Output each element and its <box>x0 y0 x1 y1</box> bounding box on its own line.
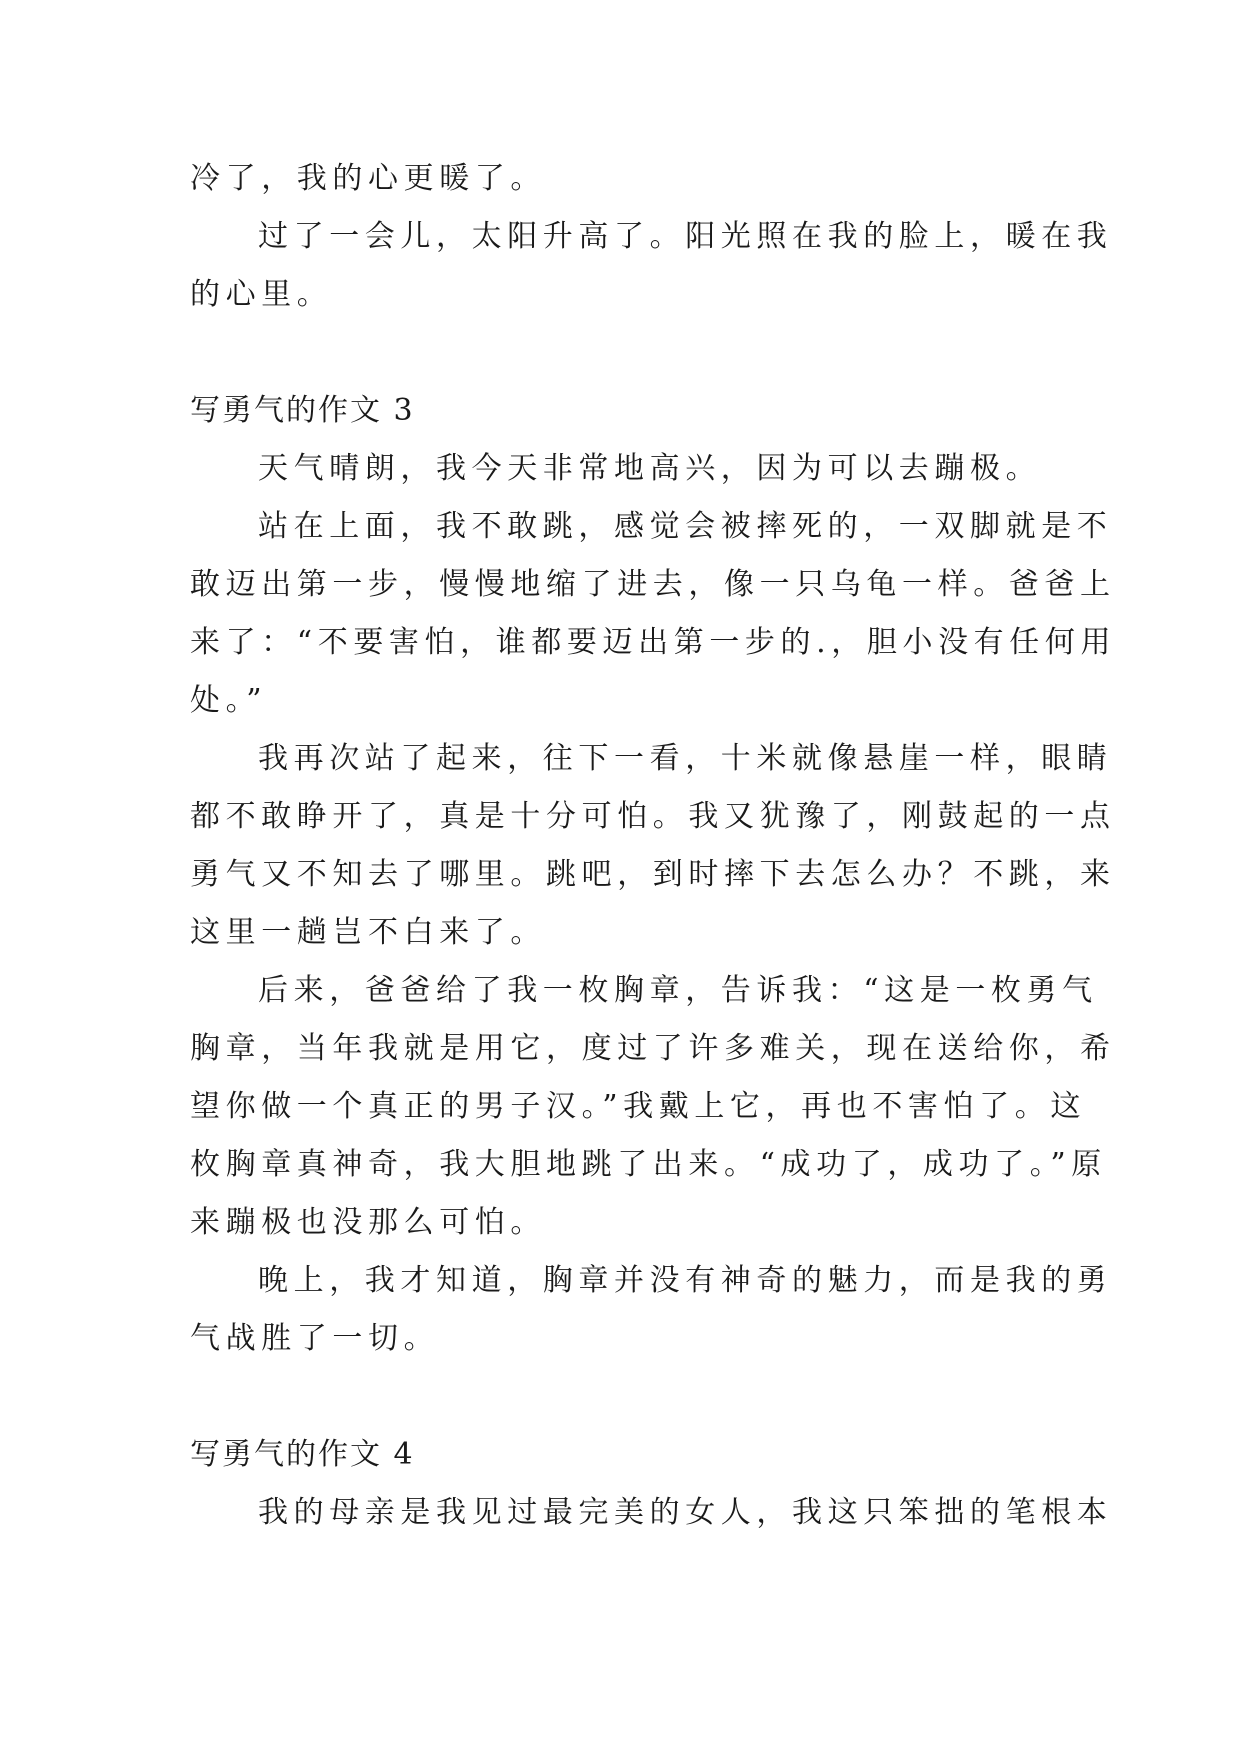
document-page <box>190 150 1117 1542</box>
text-line: 来了：“不要害怕，谁都要迈出第一步的.，胆小没有任何用 <box>190 625 1117 660</box>
essay-4-title: 写勇气的作文 4 <box>190 1437 415 1472</box>
text-line: 站在上面，我不敢跳，感觉会被摔死的，一双脚就是不 <box>258 509 1113 544</box>
text-line: 枚胸章真神奇，我大胆地跳了出来。“成功了，成功了。”原 <box>190 1147 1107 1182</box>
text-line: 晚上，我才知道，胸章并没有神奇的魅力，而是我的勇 <box>258 1263 1113 1298</box>
text-line: 胸章，当年我就是用它，度过了许多难关，现在送给你，希 <box>190 1031 1116 1066</box>
paragraph-gap <box>190 1368 1050 1426</box>
text-line: 天气晴朗，我今天非常地高兴，因为可以去蹦极。 <box>258 451 1042 486</box>
text-line: 勇气又不知去了哪里。跳吧，到时摔下去怎么办？不跳，来 <box>190 857 1116 892</box>
text-line: 我的母亲是我见过最完美的女人，我这只笨拙的笔根本 <box>258 1495 1113 1530</box>
text-line: 都不敢睁开了，真是十分可怕。我又犹豫了，刚鼓起的一点 <box>190 799 1116 834</box>
text-line: 敢迈出第一步，慢慢地缩了进去，像一只乌龟一样。爸爸上 <box>190 567 1116 602</box>
text-line: 后来，爸爸给了我一枚胸章，告诉我：“这是一枚勇气 <box>258 973 1098 1008</box>
text-line: 我再次站了起来，往下一看，十米就像悬崖一样，眼睛 <box>258 741 1113 776</box>
text-line: 来蹦极也没那么可怕。 <box>190 1205 546 1240</box>
text-line: 过了一会儿，太阳升高了。阳光照在我的脸上，暖在我 <box>258 219 1113 254</box>
text-line: 这里一趟岂不白来了。 <box>190 915 546 950</box>
text-line: 的心里。 <box>190 277 333 312</box>
text-line: 冷了，我的心更暖了。 <box>190 161 546 196</box>
text-line: 处。” <box>190 683 268 718</box>
text-line: 望你做一个真正的男子汉。”我戴上它，再也不害怕了。这 <box>190 1089 1086 1124</box>
text-line: 气战胜了一切。 <box>190 1321 440 1356</box>
paragraph-gap <box>190 324 1050 382</box>
essay-3-title: 写勇气的作文 3 <box>190 393 415 428</box>
